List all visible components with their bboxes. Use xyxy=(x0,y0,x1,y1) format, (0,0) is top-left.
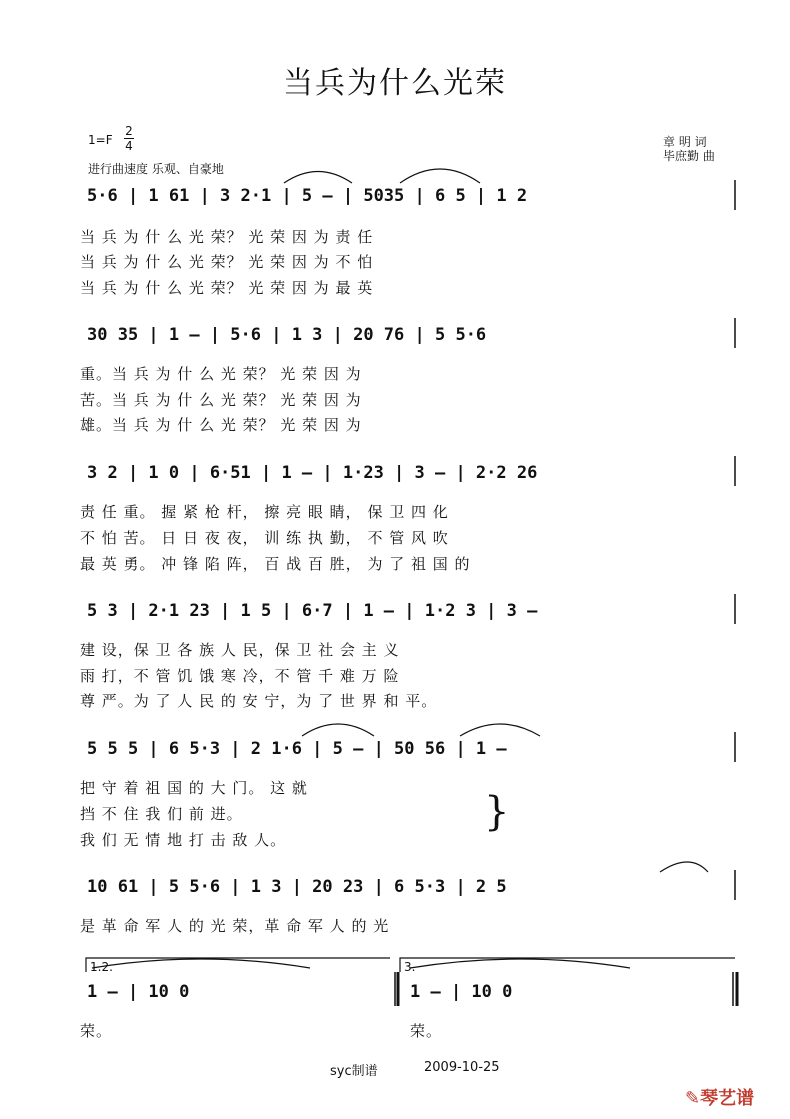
verse-brace: } xyxy=(484,789,510,835)
system-1-notes: 5·6 | 1 61 | 3 2·1 | 5 – | 5035 | 6 5 | 1 2 xyxy=(87,186,528,206)
third-ending-lyric: 荣。 xyxy=(410,1022,443,1040)
system-3-lyric-2: 不 怕 苦。 日 日 夜 夜， 训 练 执 勤， 不 管 风 吹 xyxy=(80,529,449,547)
watermark-text: 琴艺谱 xyxy=(700,1088,755,1109)
third-ending-label: 3. xyxy=(404,960,416,974)
slur xyxy=(302,724,374,736)
system-5-lyric-1: 把 守 着 祖 国 的 大 门。 这 就 xyxy=(80,779,308,797)
lyricist-credit: 章 明 词 xyxy=(663,135,707,149)
system-2-lyric-2: 苦。当 兵 为 什 么 光 荣？ 光 荣 因 为 xyxy=(80,391,362,409)
slur xyxy=(460,724,540,736)
system-2-notes: 30 35 | 1 – | 5·6 | 1 3 | 20 76 | 5 5·6 xyxy=(87,325,487,345)
system-3-lyric-3: 最 英 勇。 冲 锋 陷 阵， 百 战 百 胜， 为 了 祖 国 的 xyxy=(80,555,471,573)
slur xyxy=(284,172,352,184)
slur xyxy=(92,959,310,968)
first-ending-label: 1.2. xyxy=(90,960,113,974)
arrangement-date: 2009-10-25 xyxy=(424,1060,500,1075)
system-6-lyric-1: 是 革 命 军 人 的 光 荣，革 命 军 人 的 光 xyxy=(80,917,390,935)
system-5-notes: 5 5 5 | 6 5·3 | 2 1·6 | 5 – | 50 56 | 1 – xyxy=(87,739,507,759)
key-signature: 1=F xyxy=(88,133,113,147)
system-2-lyric-3: 雄。当 兵 为 什 么 光 荣？ 光 荣 因 为 xyxy=(80,416,362,434)
tempo-marking: 进行曲速度 乐观、自豪地 xyxy=(88,162,224,176)
system-3-lyric-1: 责 任 重。 握 紧 枪 杆， 擦 亮 眼 睛， 保 卫 四 化 xyxy=(80,503,449,521)
composer-credit: 毕庶勤 曲 xyxy=(663,149,715,163)
watermark-icon: ✎ xyxy=(685,1088,701,1109)
system-4-lyric-3: 尊 严。为 了 人 民 的 安 宁，为 了 世 界 和 平。 xyxy=(80,692,438,710)
system-4-notes: 5 3 | 2·1 23 | 1 5 | 6·7 | 1 – | 1·2 3 | 3 – xyxy=(87,601,538,621)
system-4-lyric-2: 雨 打，不 管 饥 饿 寒 冷，不 管 千 难 万 险 xyxy=(80,667,400,685)
slur xyxy=(410,959,630,968)
system-1-lyric-2: 当 兵 为 什 么 光 荣？ 光 荣 因 为 不 怕 xyxy=(80,253,374,271)
system-6-notes: 10 61 | 5 5·6 | 1 3 | 20 23 | 6 5·3 | 2 5 xyxy=(87,877,507,897)
system-5-lyric-2: 挡 不 住 我 们 前 进。 xyxy=(80,805,243,823)
system-3-notes: 3 2 | 1 0 | 6·51 | 1 – | 1·23 | 3 – | 2·2 26 xyxy=(87,463,538,483)
system-1-lyric-3: 当 兵 为 什 么 光 荣？ 光 荣 因 为 最 英 xyxy=(80,279,374,297)
slur xyxy=(400,169,480,183)
time-sig-top: 2 xyxy=(125,124,133,138)
first-ending-lyric: 荣。 xyxy=(80,1022,113,1040)
system-2-lyric-1: 重。当 兵 为 什 么 光 荣？ 光 荣 因 为 xyxy=(80,365,362,383)
system-5-lyric-3: 我 们 无 情 地 打 击 敌 人。 xyxy=(80,831,287,849)
arranger-credit: syc制谱 xyxy=(330,1064,378,1079)
system-1-lyric-1: 当 兵 为 什 么 光 荣？ 光 荣 因 为 责 任 xyxy=(80,228,374,246)
slur xyxy=(660,862,708,872)
song-title: 当兵为什么光荣 xyxy=(283,66,507,101)
third-ending-notes: 1 – | 10 0 xyxy=(410,982,513,1002)
system-4-lyric-1: 建 设，保 卫 各 族 人 民，保 卫 社 会 主 义 xyxy=(80,641,400,659)
first-ending-notes: 1 – | 10 0 xyxy=(87,982,190,1002)
time-sig-bottom: 4 xyxy=(125,139,133,153)
